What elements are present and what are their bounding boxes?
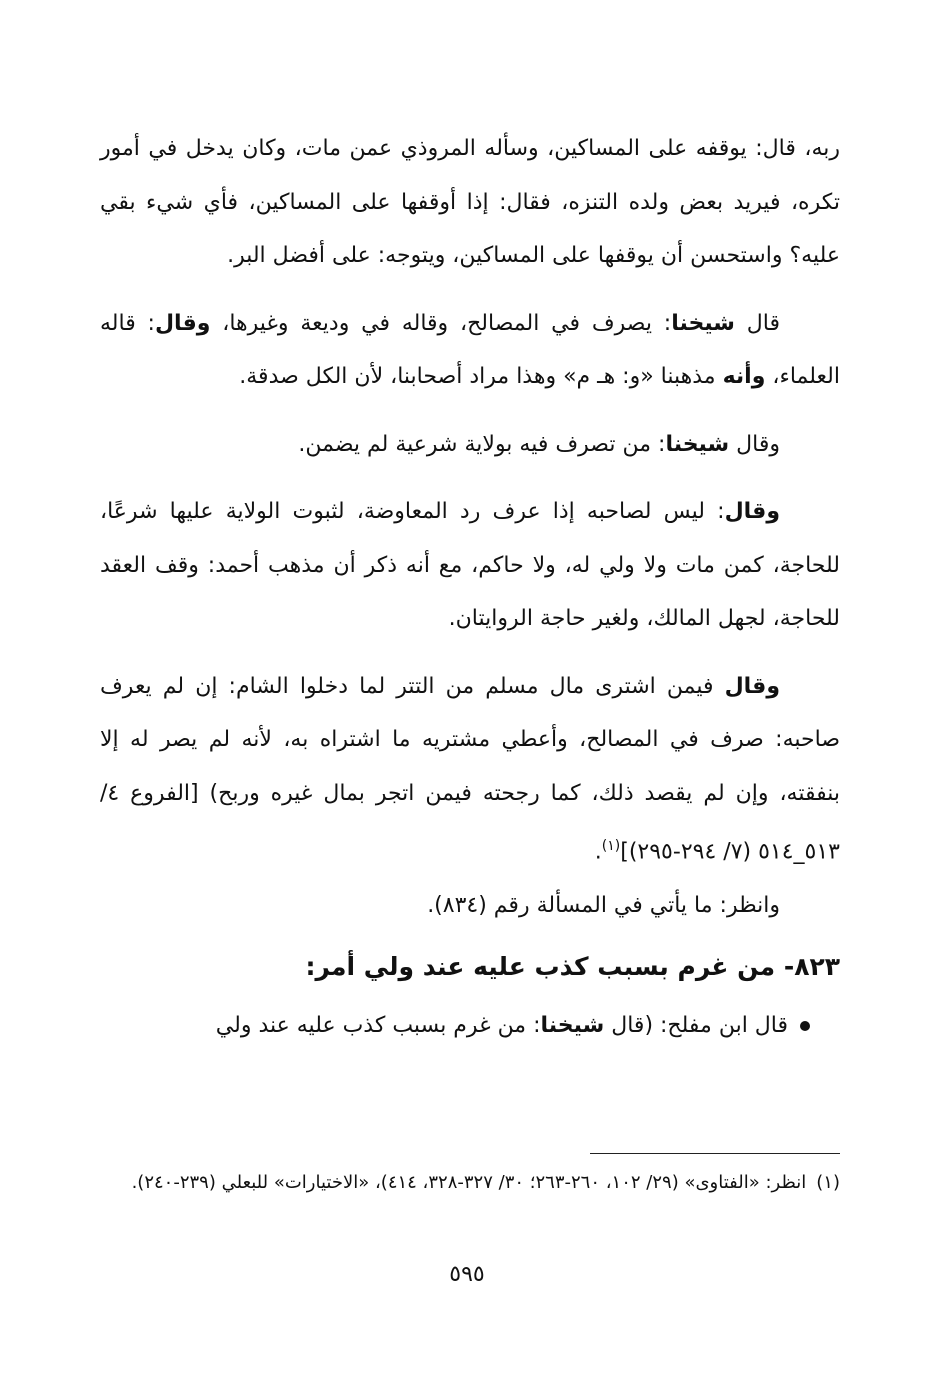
p2-text-2: : قاله العلماء، [100,310,840,389]
p4-bold-qala: وقال [724,499,780,524]
p2-text-3: مذهبنا «و: هـ م» وهذا مراد أصحابنا، لأن الكل صدقة. [239,364,723,389]
p3-bold-shaykhuna: شيخنا [665,431,730,457]
p2-lead: قال [746,310,780,336]
p5-bold-qala: وقال [724,673,780,699]
paragraph-3 [100,418,840,472]
bullet-lead: قال ابن مفلح: (قال [611,1013,788,1039]
footnote-marker: (١) [601,838,621,854]
paragraph-5 [100,660,840,879]
p2-bold-qala: وقال [154,310,211,336]
p2-bold-shaykhuna: شيخنا [671,310,735,336]
p2-bold-annahu: وأنه [722,364,766,389]
p3-text: : من تصرف فيه بولاية شرعية لم يضمن. [298,431,666,457]
p5-reference: [الفروع ٤/ ٥١٣_٥١٤ (٧/ ٢٩٤-٢٩٥)] [100,780,840,865]
p3-lead: وقال [736,431,780,457]
footnote [100,1163,840,1203]
paragraph-1: ربه، قال: يوقفه على المساكين، وسأله المروذي عمن مات، وكان يدخل في أمور تكره، فيريد بعض ولده التنزه، فقال: إذا أوقفها على المساكين، فأي شيء بقي عليه؟ واستحسن أن يوقفها على المساكين، ويتوجه: على أفضل البر. [100,136,840,268]
paragraph-4 [100,485,840,646]
section-heading: ٨٢٣- من غرم بسبب كذب عليه عند ولي أمر: [305,952,840,982]
footnote-number: (١) [816,1172,840,1193]
page-number: ٥٩٥ [449,1262,485,1287]
p5-end: . [594,839,602,865]
p5-text: فيمن اشترى مال مسلم من التتر لما دخلوا الشام: إن لم يعرف صاحبه: صرف في المصالح، وأعطي مشتريه ما اشتراه به، لأنه لم يصر له إلا بنفقته، وإن لم يقصد ذلك، كما رجحته فيمن اتجر بمال غيره وربح) [100,673,840,806]
main-text [100,122,840,1052]
footnote-divider [590,1153,840,1154]
p2-text-1: : يصرف في المصالح، وقاله في وديعة وغيرها، [222,310,672,336]
bullet-bold-shaykhuna: شيخنا [540,1013,605,1039]
footnote-text: انظر: «الفتاوى» (٢٩/ ١٠٢، ٢٦٠-٢٦٣؛ ٣٠/ ٣٢٧-٣٢٨، ٤١٤)، «الاختيارات» للبعلي (٢٣٩-٢٤٠). [131,1172,807,1193]
bullet-dot-icon [800,1021,810,1031]
p4-text: : ليس لصاحبه إذا عرف رد المعاوضة، لثبوت الولاية عليها شرعًا، للحاجة، كمن مات ولا ولي له، ولا حاكم، مع أنه ذكر أن مذهب أحمد: وقف العقد للحاجة، لجهل المالك، ولغير حاجة الروايتان. [100,499,840,631]
bullet-text: : من غرم بسبب كذب عليه عند ولي [215,1013,541,1039]
paragraph-2 [100,297,840,404]
bullet-paragraph [100,999,840,1052]
paragraph-6: وانظر: ما يأتي في المسألة رقم (٨٣٤). [427,892,780,918]
